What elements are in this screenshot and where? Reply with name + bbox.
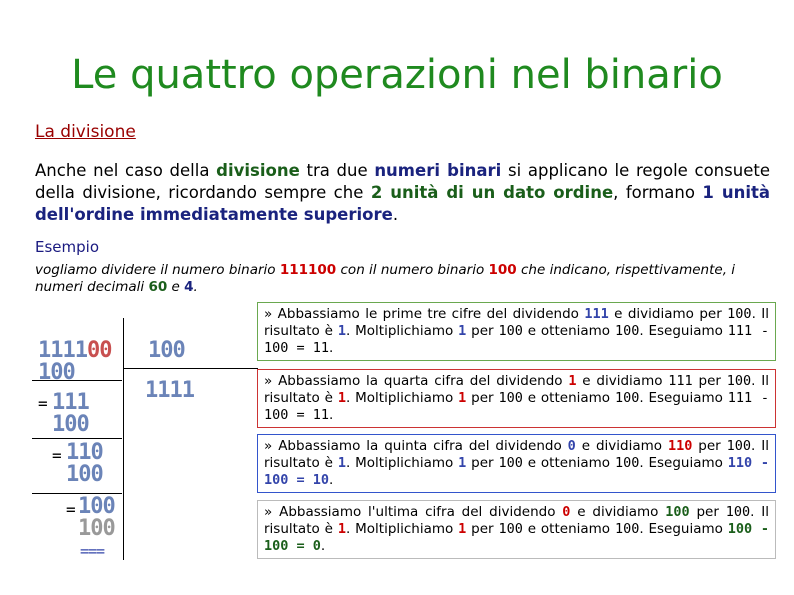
step-text: e otteniamo bbox=[522, 390, 615, 406]
step-number: 100 bbox=[498, 323, 523, 339]
divisor: 100 bbox=[148, 338, 185, 363]
step-text: e otteniamo bbox=[522, 323, 615, 339]
step-equation: 100 - 100 = 0 bbox=[264, 521, 770, 554]
intro-highlight: numeri binari bbox=[374, 161, 502, 180]
step-text: » Abbassiamo le prime tre cifre del dividendo bbox=[264, 306, 585, 322]
step-text: e otteniamo bbox=[522, 521, 615, 537]
equals-sign: = bbox=[66, 500, 75, 519]
problem-decimal: 60 bbox=[148, 279, 168, 295]
step-text: . Eseguiamo bbox=[639, 455, 728, 471]
subtract-row: 100 bbox=[78, 516, 115, 541]
step-number: 1 bbox=[337, 521, 346, 537]
step-text: . Il risultato è bbox=[264, 306, 769, 339]
intro-text: , formano bbox=[613, 183, 703, 202]
equals-sign: = bbox=[52, 446, 61, 465]
step-box-1 bbox=[257, 302, 776, 361]
step-text: . Il risultato è bbox=[264, 438, 769, 471]
step-number: 1 bbox=[337, 390, 346, 406]
step-number: 111 bbox=[668, 373, 693, 389]
page-title: Le quattro operazioni nel binario bbox=[71, 52, 723, 98]
step-number: 100 bbox=[727, 306, 752, 322]
quotient: 1111 bbox=[145, 378, 194, 403]
step-number: 111 bbox=[584, 306, 609, 322]
step-text: » Abbassiamo la quarta cifra del dividendo bbox=[264, 373, 569, 389]
final-equals: === bbox=[80, 542, 105, 560]
step-text: per bbox=[466, 390, 499, 406]
intro-highlight: 1 unità dell'ordine immediatamente superiore bbox=[35, 183, 770, 224]
subtract-row: 100 bbox=[52, 412, 89, 437]
intro-text: tra due bbox=[299, 161, 375, 180]
division-calculation bbox=[32, 310, 262, 560]
step-equation: 110 - 100 = 10 bbox=[264, 455, 770, 488]
step-number: 0 bbox=[562, 504, 571, 520]
step-number: 110 bbox=[667, 438, 693, 454]
remainder-row: 100 bbox=[78, 494, 115, 519]
step-text: . bbox=[329, 472, 334, 488]
step-text: e dividiamo bbox=[570, 504, 666, 520]
step-number: 100 bbox=[726, 373, 752, 389]
step-equation: 111 - 100 = 11 bbox=[264, 390, 770, 423]
step-text: per bbox=[692, 373, 727, 389]
step-text: per bbox=[466, 521, 499, 537]
step-number: 1 bbox=[458, 521, 467, 537]
problem-text: e bbox=[167, 279, 185, 295]
step-number: 1 bbox=[458, 323, 467, 339]
remainder-row: 110 bbox=[66, 440, 103, 465]
underline bbox=[32, 438, 122, 439]
problem-text: vogliamo dividere il numero binario bbox=[35, 262, 280, 278]
step-number: 0 bbox=[567, 438, 576, 454]
intro-highlight: 2 unità di un dato ordine bbox=[370, 183, 614, 202]
step-number: 100 bbox=[614, 390, 640, 406]
problem-divisor: 100 bbox=[488, 262, 517, 278]
problem-decimal: 4 bbox=[184, 279, 194, 295]
step-number: 1 bbox=[337, 455, 346, 471]
step-box-3 bbox=[257, 434, 776, 493]
step-text: e dividiamo per bbox=[608, 306, 728, 322]
step-text: . bbox=[329, 340, 334, 356]
intro-highlight: divisione bbox=[216, 161, 300, 180]
step-text: » Abbassiamo la quinta cifra del dividendo bbox=[264, 438, 568, 454]
dividend-part: 00 bbox=[86, 338, 112, 363]
step-text: . Moltiplichiamo bbox=[345, 390, 459, 406]
problem-statement bbox=[35, 262, 775, 296]
intro-text: Anche nel caso della bbox=[35, 161, 217, 180]
step-text: . Il risultato è bbox=[264, 373, 769, 406]
step-text: per bbox=[466, 455, 499, 471]
step-text: . Moltiplichiamo bbox=[345, 323, 459, 339]
step-text: per bbox=[466, 323, 499, 339]
step-text: . Il risultato è bbox=[264, 504, 769, 537]
step-text: » Abbassiamo l'ultima cifra del dividendo bbox=[264, 504, 563, 520]
step-number: 1 bbox=[337, 323, 346, 339]
step-text: e otteniamo bbox=[522, 455, 615, 471]
step-number: 100 bbox=[665, 504, 690, 520]
example-label: Esempio bbox=[35, 238, 99, 256]
step-box-2 bbox=[257, 369, 776, 428]
equals-sign: = bbox=[38, 394, 47, 413]
step-text: . Eseguiamo bbox=[639, 390, 728, 406]
dividend-part: 1111 bbox=[38, 338, 87, 363]
divider-line bbox=[123, 318, 124, 560]
step-number: 100 bbox=[614, 521, 640, 537]
step-equation: 111 - 100 = 11 bbox=[264, 323, 770, 356]
step-number: 1 bbox=[568, 373, 577, 389]
step-text: . bbox=[320, 538, 326, 554]
step-number: 1 bbox=[458, 390, 467, 406]
intro-text: . bbox=[392, 205, 399, 224]
step-number: 100 bbox=[498, 390, 523, 406]
problem-dividend: 111100 bbox=[279, 262, 337, 278]
step-text: e dividiamo bbox=[576, 373, 669, 389]
divider-line bbox=[123, 368, 258, 369]
step-box-4 bbox=[257, 500, 776, 559]
step-number: 100 bbox=[614, 455, 640, 471]
step-text: . Eseguiamo bbox=[639, 521, 728, 537]
subtract-row: 100 bbox=[66, 462, 103, 487]
step-text: . bbox=[329, 407, 334, 423]
step-text: . Eseguiamo bbox=[639, 323, 728, 339]
problem-text: . bbox=[193, 279, 198, 295]
section-subtitle: La divisione bbox=[35, 122, 136, 142]
step-number: 100 bbox=[726, 438, 752, 454]
step-number: 100 bbox=[498, 521, 523, 537]
problem-text: con il numero binario bbox=[336, 262, 489, 278]
intro-paragraph bbox=[35, 160, 770, 226]
step-number: 100 bbox=[614, 323, 640, 339]
intro-text: si applicano le regole consuete della divisione, ricordando sempre che bbox=[35, 161, 770, 202]
problem-text: che indicano, rispettivamente, i numeri decimali bbox=[35, 262, 736, 295]
subtract-row: 100 bbox=[38, 360, 75, 385]
step-number: 100 bbox=[725, 504, 751, 520]
step-text: per bbox=[692, 438, 727, 454]
remainder-row: 111 bbox=[52, 390, 89, 415]
step-text: . Moltiplichiamo bbox=[345, 455, 459, 471]
step-number: 1 bbox=[458, 455, 467, 471]
step-text: per bbox=[689, 504, 726, 520]
step-text: e dividiamo bbox=[575, 438, 668, 454]
step-text: . Moltiplichiamo bbox=[345, 521, 459, 537]
step-number: 100 bbox=[498, 455, 523, 471]
